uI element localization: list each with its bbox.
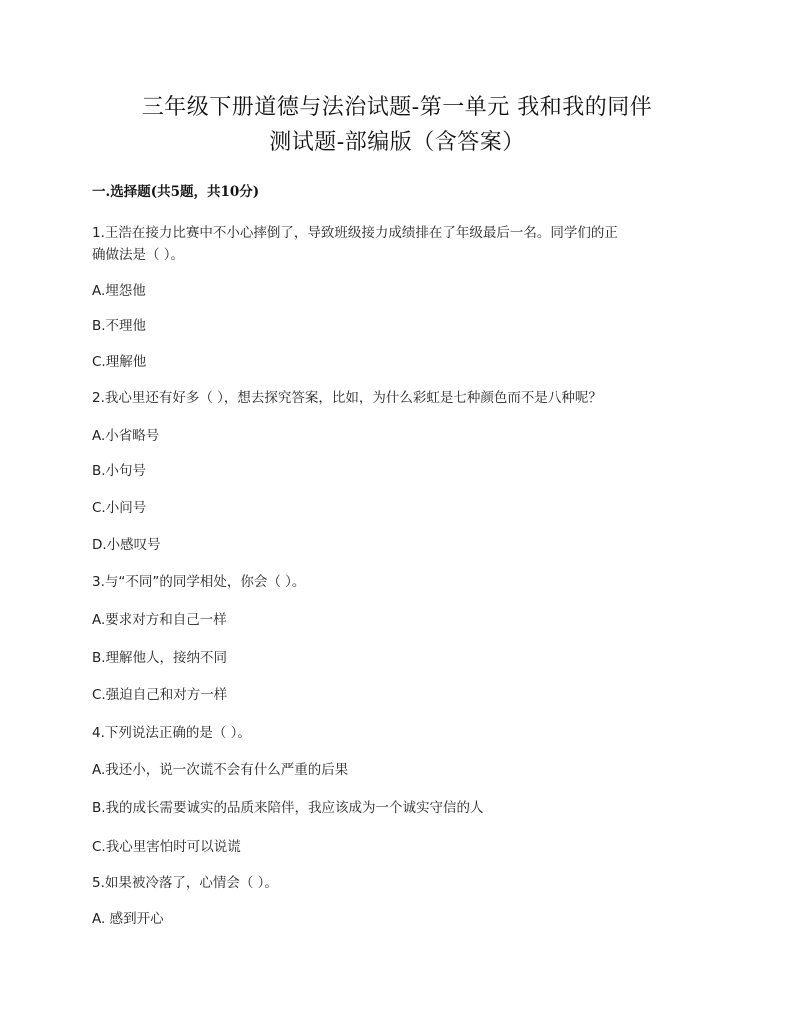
question-2-option-b: B.小句号 — [92, 463, 147, 479]
document-title-line-1: 三年级下册道德与法治试题-第一单元 我和我的同伴 — [141, 95, 653, 120]
question-3-option-b: B.理解他人，接纳不同 — [92, 650, 228, 666]
section-heading: 一.选择题(共5题，共10分) — [92, 184, 260, 200]
question-1-stem-line-2: 确做法是（ ）。 — [92, 247, 185, 263]
question-2-option-a: A.小省略号 — [92, 428, 160, 444]
question-2-option-c: C.小问号 — [92, 500, 147, 516]
question-3-stem: 3.与“不同”的同学相处，你会（ ）。 — [92, 574, 306, 590]
question-1-option-c: C.理解他 — [92, 354, 147, 370]
question-5-stem: 5.如果被冷落了，心情会（ ）。 — [92, 875, 278, 891]
question-3-option-c: C.强迫自己和对方一样 — [92, 687, 228, 703]
question-3-option-a: A.要求对方和自己一样 — [92, 612, 227, 628]
document-title-line-2: 测试题-部编版（含答案） — [269, 130, 525, 155]
question-1-option-b: B.不理他 — [92, 318, 147, 334]
question-2-option-d: D.小感叹号 — [92, 537, 161, 553]
question-1-stem-line-1: 1.王浩在接力比赛中不小心摔倒了，导致班级接力成绩排在了年级最后一名。同学们的正 — [92, 225, 618, 241]
question-2-stem: 2.我心里还有好多（ ），想去探究答案，比如，为什么彩虹是七种颜色而不是八种呢？ — [92, 390, 602, 406]
question-4-option-a: A.我还小，说一次谎不会有什么严重的后果 — [92, 762, 349, 778]
question-4-option-b: B.我的成长需要诚实的品质来陪伴，我应该成为一个诚实守信的人 — [92, 800, 484, 816]
question-1-option-a: A.埋怨他 — [92, 283, 146, 299]
question-4-stem: 4.下列说法正确的是（ ）。 — [92, 725, 251, 741]
question-4-option-c: C.我心里害怕时可以说谎 — [92, 839, 241, 855]
question-5-option-a: A. 感到开心 — [92, 911, 164, 927]
